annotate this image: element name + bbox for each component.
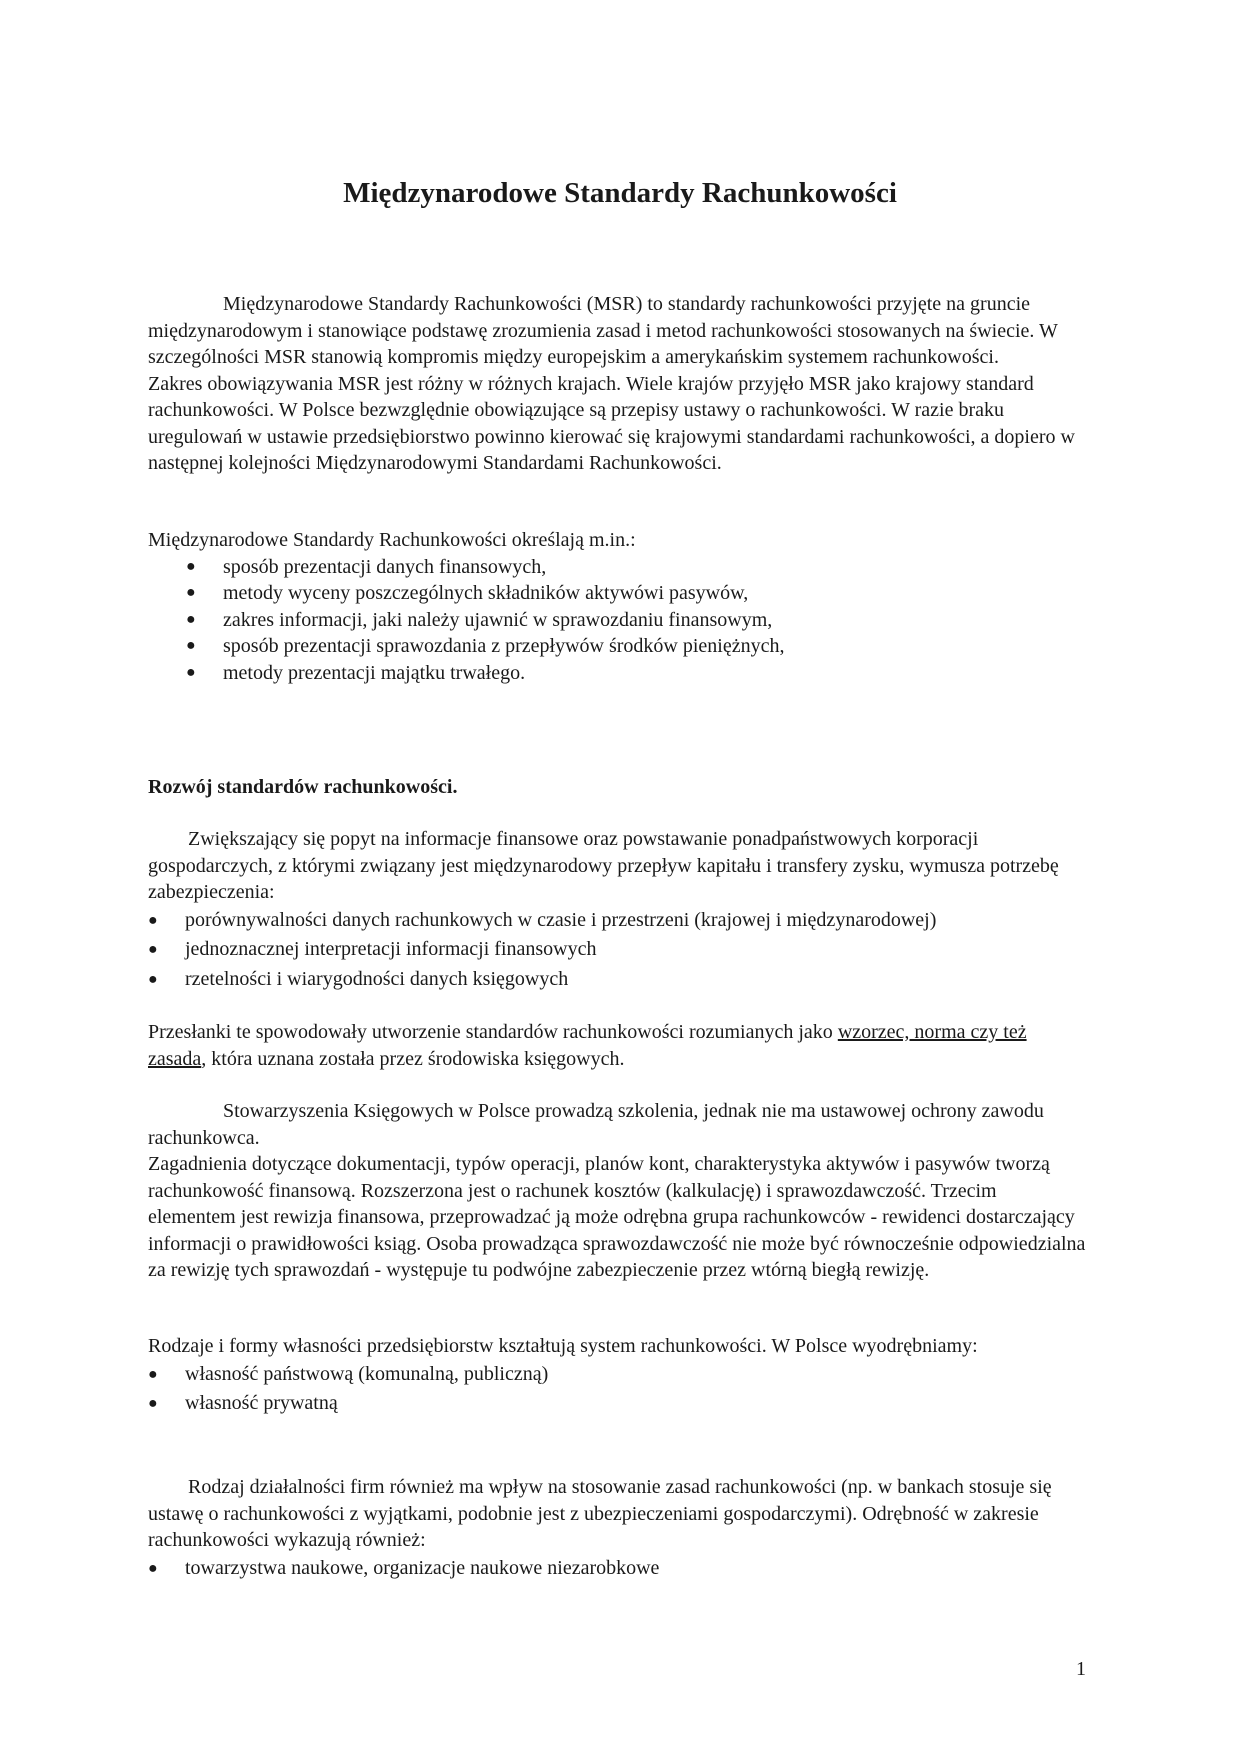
premises-paragraph: Przesłanki te spowodowały utworzenie standardów rachunkowości rozumianych jako wzorzec, norma czy też zasada, która uznana została przez środowiska księgowych. [148,1021,1027,1070]
ownership-section [148,1333,1088,1419]
list-item: ● sposób prezentacji danych finansowych, [148,554,1088,581]
list-item: ● własność państwową (komunalną, publiczną) [148,1360,1088,1390]
activity-section [148,1474,1088,1583]
msr-list-lead: Międzynarodowe Standardy Rachunkowości określają m.in.: [148,529,636,551]
list-item: ● porównywalności danych rachunkowych w czasie i przestrzeni (krajowej i międzynarodowej) [148,906,1088,936]
list-item: ● sposób prezentacji sprawozdania z przepływów środków pieniężnych, [148,633,1088,660]
page-number: 1 [1076,1658,1086,1680]
bullet-icon: ● [148,1395,158,1412]
bullet-icon: ● [186,637,196,654]
bullet-icon: ● [148,1365,158,1383]
list-item: ● własność prywatną [148,1389,1088,1419]
bullet-icon: ● [148,1559,158,1577]
intro-paragraph-2: Zakres obowiązywania MSR jest różny w różnych krajach. Wiele krajów przyjęło MSR jako krajowy standard rachunkowości. W Polsce bezwzględnie obowiązujące są przepisy ustawy o rachunkowości. W razie braku uregulowań w ustawie przedsiębiorstwo powinno kierować się krajowymi standardami rachunkowości, a dopiero w następnej kolejności Międzynarodowymi Standardami Rachunkowości. [148,372,1075,474]
bullet-icon: ● [148,941,158,958]
intro-paragraph-1: Międzynarodowe Standardy Rachunkowości (MSR) to standardy rachunkowości przyjęte na gruncie międzynarodowym i stanowiące podstawę zrozumienia zasad i metod rachunkowości stosowanych na świecie. W szczególności MSR stanowią kompromis między europejskim a amerykańskim systemem rachunkowości. [148,293,1058,368]
ownership-paragraph: Rodzaje i formy własności przedsiębiorstw kształtują system rachunkowości. W Polsce wyodrębniamy: [148,1335,978,1357]
bullet-icon: ● [186,663,196,681]
bullet-icon: ● [186,610,196,628]
bullet-icon: ● [186,557,196,575]
list-item: ● jednoznacznej interpretacji informacji finansowych [148,935,1088,965]
needs-list [148,906,1088,995]
list-item: ● zakres informacji, jaki należy ujawnić w sprawozdaniu finansowym, [148,607,1088,634]
bullet-icon: ● [148,911,158,929]
document-title: Międzynarodowe Standardy Rachunkowości [343,177,897,209]
accounting-section [148,1098,1088,1284]
list-item: ● metody prezentacji majątku trwałego. [148,660,1088,687]
issues-paragraph: Zagadnienia dotyczące dokumentacji, typów operacji, planów kont, charakterystyka aktywów i pasywów tworzą rachunkowość finansową. Rozszerzona jest o rachunek kosztów (kalkulację) i sprawozdawczość. Trzecim elementem jest rewizja finansowa, przeprowadzać ją może odrębna grupa rachunkowców - rewidenci dostarczający informacji o prawidłowości ksiąg. Osoba prowadząca sprawozdawczość nie może być równocześnie odpowiedzialna za rewizję tych sprawozdań - występuje tu podwójne zabezpieczenie przez wtórną biegłą rewizję. [148,1153,1086,1281]
ownership-list [148,1360,1088,1419]
development-paragraph-1: Zwiększający się popyt na informacje finansowe oraz powstawanie ponadpaństwowych korporacji gospodarczych, z którymi związany jest międzynarodowy przepływ kapitału i transfery zysku, wymusza potrzebę zabezpieczenia: [148,828,1059,903]
list-item: ● metody wyceny poszczególnych składników aktywówi pasywów, [148,580,1088,607]
list-item: ● rzetelności i wiarygodności danych księgowych [148,965,1088,995]
activity-paragraph: Rodzaj działalności firm również ma wpływ na stosowanie zasad rachunkowości (np. w bankach stosuje się ustawę o rachunkowości z wyjątkami, podobnie jest z ubezpieczeniami gospodarczymi). Odrębność w zakresie rachunkowości wykazują również: [148,1476,1052,1551]
association-paragraph: Stowarzyszenia Księgowych w Polsce prowadzą szkolenia, jednak nie ma ustawowej ochrony zawodu rachunkowca. [148,1100,1044,1149]
list-item: ● towarzystwa naukowe, organizacje naukowe niezarobkowe [148,1554,1088,1584]
msr-scope-list [148,554,1088,687]
intro-section [148,291,1088,477]
bullet-icon: ● [148,970,158,988]
section-heading: Rozwój standardów rachunkowości. [148,776,458,798]
other-list [148,1554,1088,1584]
msr-scope-section [148,527,1088,686]
development-section [148,826,1088,994]
underlined-phrase: wzorzec, norma czy też zasada [148,1021,1027,1070]
bullet-icon: ● [186,584,196,601]
